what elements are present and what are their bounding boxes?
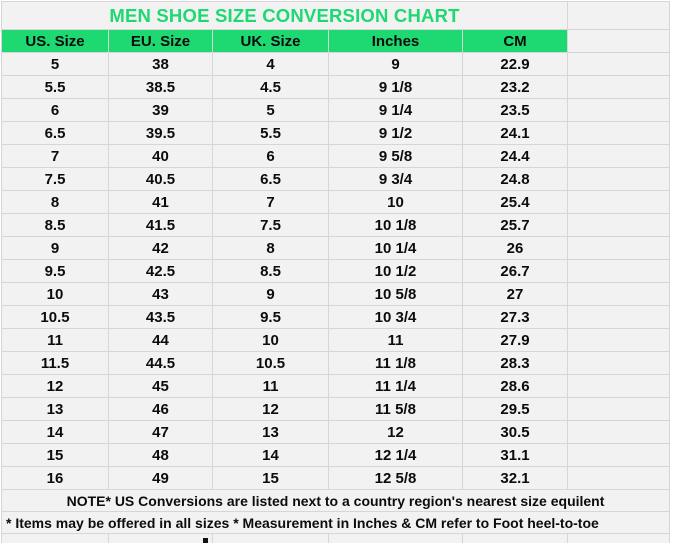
cell: 12	[2, 375, 109, 398]
empty-cell	[213, 534, 329, 543]
cell: 10 1/2	[329, 260, 463, 283]
cell: 8	[2, 191, 109, 214]
empty-cell	[568, 375, 670, 398]
empty-cell	[568, 421, 670, 444]
table-row	[2, 467, 670, 490]
table-row	[2, 306, 670, 329]
cell: 8	[213, 237, 329, 260]
cell: 29.5	[463, 398, 568, 421]
cell: 11 1/4	[329, 375, 463, 398]
cell: 41.5	[109, 214, 213, 237]
cell: 12 1/4	[329, 444, 463, 467]
empty-cell	[568, 191, 670, 214]
cell: 42.5	[109, 260, 213, 283]
empty-cell	[568, 168, 670, 191]
cell: 10 5/8	[329, 283, 463, 306]
empty-cell	[568, 237, 670, 260]
cell: 12	[213, 398, 329, 421]
cell: 11	[2, 329, 109, 352]
cell: 5	[2, 53, 109, 76]
cell: 13	[213, 421, 329, 444]
cell: 16	[2, 467, 109, 490]
cell: 10	[213, 329, 329, 352]
cell: 38	[109, 53, 213, 76]
cell: 39.5	[109, 122, 213, 145]
table-row	[2, 283, 670, 306]
note-row-1	[2, 490, 670, 512]
title-row	[2, 2, 670, 30]
cell: 5.5	[213, 122, 329, 145]
table-row	[2, 168, 670, 191]
cell: 13	[2, 398, 109, 421]
cell: 6.5	[2, 122, 109, 145]
cell: 15	[213, 467, 329, 490]
clipped-text-fragment	[203, 538, 208, 543]
empty-cell	[568, 30, 670, 53]
empty-cell	[568, 145, 670, 168]
cell: 10 3/4	[329, 306, 463, 329]
empty-cell	[329, 534, 463, 543]
cell: 25.4	[463, 191, 568, 214]
cell: 9	[2, 237, 109, 260]
cell: 30.5	[463, 421, 568, 444]
cell: 12	[329, 421, 463, 444]
cell: 39	[109, 99, 213, 122]
note-cell-2	[2, 512, 670, 534]
empty-cell	[568, 467, 670, 490]
cell: 11	[329, 329, 463, 352]
cell: 45	[109, 375, 213, 398]
empty-cell	[568, 352, 670, 375]
cell: 11 1/8	[329, 352, 463, 375]
cell: 27.3	[463, 306, 568, 329]
empty-cell	[463, 534, 568, 543]
table-body	[2, 53, 670, 490]
cell: 42	[109, 237, 213, 260]
empty-cell	[568, 329, 670, 352]
cell: 27	[463, 283, 568, 306]
table-row	[2, 375, 670, 398]
cell: 25.7	[463, 214, 568, 237]
empty-cell	[568, 214, 670, 237]
table-row	[2, 122, 670, 145]
table-row	[2, 444, 670, 467]
empty-cell	[568, 53, 670, 76]
cell: 12 5/8	[329, 467, 463, 490]
empty-cell	[568, 283, 670, 306]
cell: 46	[109, 398, 213, 421]
cell: 7	[213, 191, 329, 214]
cell: 31.1	[463, 444, 568, 467]
empty-cell	[568, 444, 670, 467]
empty-cell	[2, 534, 109, 543]
note-row-2	[2, 512, 670, 534]
cell: 14	[213, 444, 329, 467]
column-header-row	[2, 30, 670, 53]
cell: 5	[213, 99, 329, 122]
table-row	[2, 145, 670, 168]
cell: 9	[329, 53, 463, 76]
cell: 6	[213, 145, 329, 168]
table-foot	[2, 490, 670, 543]
empty-cell	[568, 534, 670, 543]
cell: 11.5	[2, 352, 109, 375]
cell: 6	[2, 99, 109, 122]
cell: 24.1	[463, 122, 568, 145]
cell: 7.5	[213, 214, 329, 237]
cell: 9.5	[213, 306, 329, 329]
cell: 9	[213, 283, 329, 306]
cell: 14	[2, 421, 109, 444]
cell: 44.5	[109, 352, 213, 375]
table-row	[2, 237, 670, 260]
empty-cell	[109, 534, 213, 543]
cell: 41	[109, 191, 213, 214]
cell: 32.1	[463, 467, 568, 490]
column-header-cm: CM	[463, 30, 568, 53]
cell: 11	[213, 375, 329, 398]
cell: 40.5	[109, 168, 213, 191]
cell: 10	[2, 283, 109, 306]
table-row	[2, 421, 670, 444]
note-text-2: * Items may be offered in all sizes * Measurement in Inches & CM refer to Foot heel-to-toe	[6, 514, 599, 531]
cell: 4.5	[213, 76, 329, 99]
empty-cell	[568, 76, 670, 99]
table-row	[2, 329, 670, 352]
cell: 24.8	[463, 168, 568, 191]
note-text-1: NOTE* US Conversions are listed next to a country region's nearest size equilent	[2, 490, 670, 512]
cell: 9 1/8	[329, 76, 463, 99]
cell: 28.6	[463, 375, 568, 398]
cell: 9 5/8	[329, 145, 463, 168]
cell: 24.4	[463, 145, 568, 168]
empty-cell	[568, 398, 670, 421]
cell: 49	[109, 467, 213, 490]
cell: 47	[109, 421, 213, 444]
column-header-inches: Inches	[329, 30, 463, 53]
cell: 22.9	[463, 53, 568, 76]
clipped-bottom-row	[2, 534, 670, 543]
cell: 23.5	[463, 99, 568, 122]
cell: 9 1/2	[329, 122, 463, 145]
column-header-eu-size: EU. Size	[109, 30, 213, 53]
cell: 10 1/8	[329, 214, 463, 237]
cell: 48	[109, 444, 213, 467]
page-title: MEN SHOE SIZE CONVERSION CHART	[2, 2, 568, 30]
cell: 26.7	[463, 260, 568, 283]
men-shoe-size-conversion-table	[1, 1, 670, 543]
table-row	[2, 99, 670, 122]
empty-cell	[568, 122, 670, 145]
table-row	[2, 214, 670, 237]
table-row	[2, 76, 670, 99]
empty-cell	[568, 260, 670, 283]
column-header-uk-size: UK. Size	[213, 30, 329, 53]
cell: 9 1/4	[329, 99, 463, 122]
cell: 11 5/8	[329, 398, 463, 421]
cell: 9.5	[2, 260, 109, 283]
cell: 38.5	[109, 76, 213, 99]
cell: 40	[109, 145, 213, 168]
cell: 9 3/4	[329, 168, 463, 191]
cell: 43.5	[109, 306, 213, 329]
table-head	[2, 2, 670, 53]
cell: 10 1/4	[329, 237, 463, 260]
cell: 10.5	[2, 306, 109, 329]
cell: 10.5	[213, 352, 329, 375]
empty-cell	[568, 2, 670, 30]
cell: 23.2	[463, 76, 568, 99]
cell: 5.5	[2, 76, 109, 99]
cell: 43	[109, 283, 213, 306]
table-row	[2, 191, 670, 214]
cell: 6.5	[213, 168, 329, 191]
table-row	[2, 260, 670, 283]
table-row	[2, 53, 670, 76]
cell: 7.5	[2, 168, 109, 191]
cell: 27.9	[463, 329, 568, 352]
table-row	[2, 352, 670, 375]
table-row	[2, 398, 670, 421]
cell: 15	[2, 444, 109, 467]
cell: 7	[2, 145, 109, 168]
cell: 10	[329, 191, 463, 214]
empty-cell	[568, 99, 670, 122]
empty-cell	[568, 306, 670, 329]
cell: 44	[109, 329, 213, 352]
cell: 8.5	[213, 260, 329, 283]
cell: 4	[213, 53, 329, 76]
cell: 26	[463, 237, 568, 260]
column-header-us-size: US. Size	[2, 30, 109, 53]
cell: 8.5	[2, 214, 109, 237]
cell: 28.3	[463, 352, 568, 375]
